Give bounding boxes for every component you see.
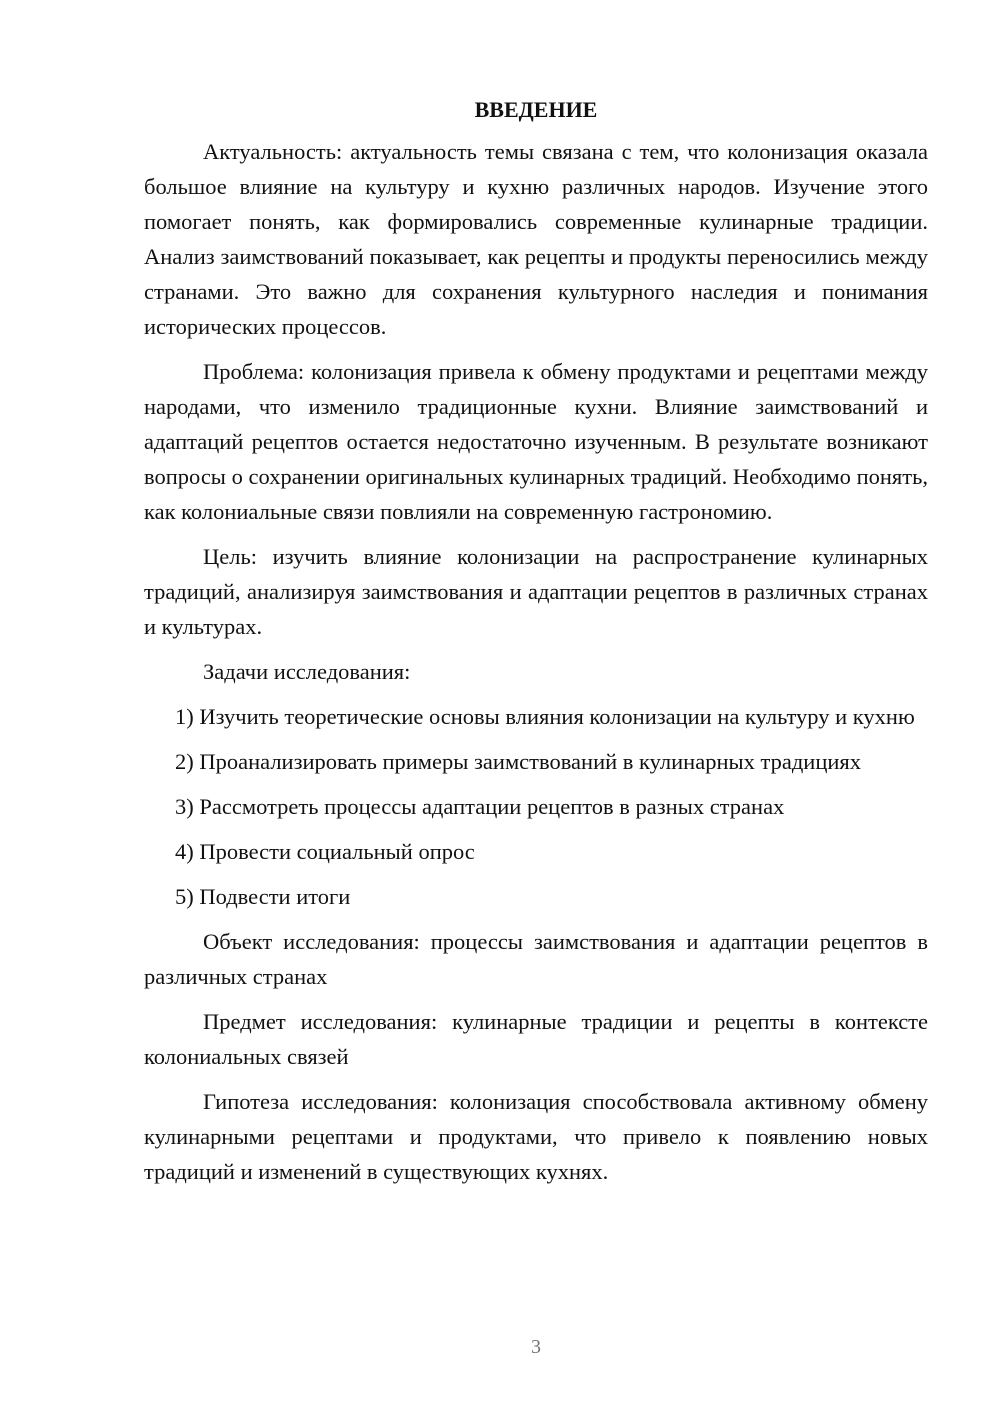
- task-item-2: 2) Проанализировать примеры заимствований в кулинарных традициях: [175, 749, 861, 774]
- document-page: [144, 92, 928, 1199]
- object-paragraph: Объект исследования: процессы заимствования и адаптации рецептов в различных странах: [144, 929, 928, 989]
- task-item-4: 4) Провести социальный опрос: [175, 839, 475, 864]
- task-item-3: 3) Рассмотреть процессы адаптации рецептов в разных странах: [175, 794, 785, 819]
- section-title: ВВЕДЕНИЕ: [474, 97, 598, 122]
- goal-paragraph: Цель: изучить влияние колонизации на распространение кулинарных традиций, анализируя заимствования и адаптации рецептов в различных странах и культурах.: [144, 544, 928, 639]
- task-item-5: 5) Подвести итоги: [175, 884, 351, 909]
- hypothesis-paragraph: Гипотеза исследования: колонизация способствовала активному обмену кулинарными рецептами и продуктами, что привело к появлению новых традиций и изменений в существующих кухнях.: [144, 1089, 928, 1184]
- problem-paragraph: Проблема: колонизация привела к обмену продуктами и рецептами между народами, что изменило традиционные кухни. Влияние заимствований и адаптаций рецептов остается недостаточно изученным. В результате возникают вопросы о сохранении оригинальных кулинарных традиций. Необходимо понять, как колониальные связи повлияли на современную гастрономию.: [144, 359, 928, 524]
- subject-paragraph: Предмет исследования: кулинарные традиции и рецепты в контексте колониальных связей: [144, 1009, 928, 1069]
- page-number: 3: [531, 1336, 541, 1358]
- tasks-heading: Задачи исследования:: [203, 659, 411, 684]
- relevance-paragraph: Актуальность: актуальность темы связана с тем, что колонизация оказала большое влияние на культуру и кухню различных народов. Изучение этого помогает понять, как формировались современные кулинарные традиции. Анализ заимствований показывает, как рецепты и продукты переносились между странами. Это важно для сохранения культурного наследия и понимания исторических процессов.: [144, 139, 928, 339]
- task-item-1: 1) Изучить теоретические основы влияния колонизации на культуру и кухню: [175, 704, 915, 729]
